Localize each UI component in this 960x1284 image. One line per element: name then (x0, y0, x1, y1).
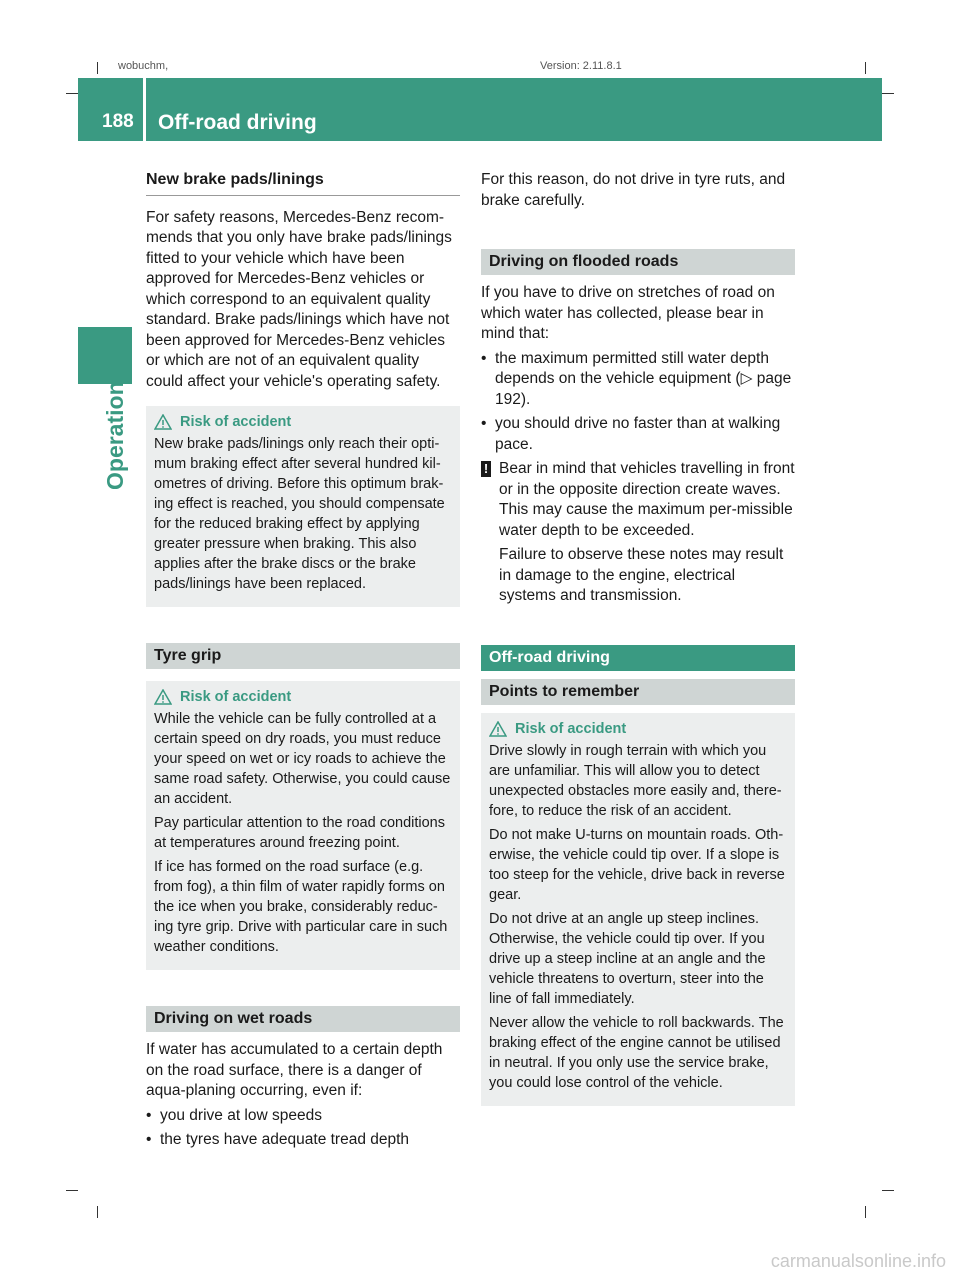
right-column (481, 170, 795, 1106)
warning-text: While the vehicle can be fully controlled at a certain speed on dry roads, you must reduce your speed on wet or icy roads to achieve the same road safety. Otherwise, you could cause an accident. (154, 711, 451, 807)
page-number: 188 (102, 111, 134, 132)
side-tab (78, 327, 132, 384)
warning-box (146, 681, 460, 970)
crop-mark (882, 93, 894, 94)
list-item: • the maximum permitted still water depth depends on the vehicle equipment (▷ page 192). (481, 349, 792, 408)
list-item: • you drive at low speeds (146, 1106, 322, 1124)
note-block (481, 459, 795, 607)
wet-roads-text: If water has accumulated to a certain depth on the road surface, there is a danger of aqua-planing occurring, even if: (146, 1041, 443, 1099)
crop-mark (97, 62, 98, 74)
page-title: Off-road driving (158, 111, 317, 134)
top-left-meta: wobuchm, (118, 60, 169, 72)
flooded-roads-heading: Driving on flooded roads (481, 249, 795, 275)
warning-text: If ice has formed on the road surface (e.g. from fog), a thin film of water rapidly forms on the ice when you brake, considerably reduc-ing tyre grip. Drive with particular care in such weather conditions. (154, 859, 448, 955)
brake-text: For safety reasons, Mercedes-Benz recom-mends that you only have brake pads/linings fitted to your vehicle which have been approved for Mercedes-Benz vehicles or which correspond to an equivalent quality standard. Brake pads/linings which have not been approved for Mercedes-Benz vehicles or which are not of an equivalent quality could affect your vehicle's operating safety. (146, 208, 452, 390)
wet-roads-list (146, 1106, 460, 1151)
warning-text: New brake pads/linings only reach their opti-mum braking effect after several hundred kil-ometres of driving. Before this optimum brak-ing effect is reached, you should compensate for the reduced braking effect by applying greater pressure when braking. This also applies after the brake discs or the brake pads/linings have been replaced. (154, 436, 445, 592)
warning-text: Pay particular attention to the road conditions at temperatures around freezing point. (154, 815, 445, 851)
warning-triangle-icon (154, 414, 172, 430)
crop-mark (66, 93, 78, 94)
warning-triangle-icon (489, 721, 507, 737)
crop-mark (865, 62, 866, 74)
warning-text: Do not drive at an angle up steep inclines. Otherwise, the vehicle could tip over. If you drive up a steep incline at an angle and the vehicle threatens to overturn, steer into the line of fall immediately. (489, 910, 766, 1007)
crop-mark (66, 1190, 78, 1191)
offroad-heading: Off-road driving (481, 645, 795, 671)
points-heading: Points to remember (481, 679, 795, 705)
flooded-roads-text: If you have to drive on stretches of road on which water has collected, please bear in mind that: (481, 284, 775, 342)
warning-title: Risk of accident (180, 414, 292, 430)
flooded-roads-list (481, 349, 795, 456)
tyre-grip-heading: Tyre grip (146, 643, 460, 669)
warning-title: Risk of accident (515, 720, 627, 737)
section-side-label: Operation (102, 381, 128, 490)
left-column (146, 170, 460, 1155)
warning-box (481, 713, 795, 1106)
note-text: Bear in mind that vehicles travelling in front or in the opposite direction create waves. This may cause the maximum per-missible water depth to be exceeded. (499, 460, 795, 539)
watermark-text: carmanualsonline.info (770, 1251, 946, 1271)
intro-text: For this reason, do not drive in tyre ruts, and brake carefully. (481, 171, 786, 209)
note-text: Failure to observe these notes may result in damage to the engine, electrical systems and transmission. (499, 546, 784, 604)
list-item: • the tyres have adequate tread depth (146, 1131, 410, 1148)
warning-triangle-icon (154, 689, 172, 705)
warning-text: Do not make U-turns on mountain roads. Oth-erwise, the vehicle could tip over. If a slope is too steep for the vehicle, drive back in reverse gear. (489, 826, 785, 903)
list-item: • you should drive no faster than at walking pace. (481, 415, 781, 453)
top-right-meta: Version: 2.11.8.1 (540, 60, 622, 72)
wet-roads-heading: Driving on wet roads (146, 1006, 460, 1032)
crop-mark (882, 1190, 894, 1191)
brake-heading: New brake pads/linings (146, 170, 460, 196)
crop-mark (865, 1206, 866, 1218)
crop-mark (97, 1206, 98, 1218)
exclamation-icon: ! (481, 461, 491, 477)
warning-text: Drive slowly in rough terrain with which you are unfamiliar. This will allow you to detect unexpected obstacles more easily and, there-fore, to reduce the risk of an accident. (489, 742, 782, 819)
warning-title: Risk of accident (180, 689, 292, 705)
warning-text: Never allow the vehicle to roll backwards. The braking effect of the engine cannot be utilised in neutral. If you only use the service brake, you could lose control of the vehicle. (489, 1014, 784, 1091)
warning-box (146, 406, 460, 607)
